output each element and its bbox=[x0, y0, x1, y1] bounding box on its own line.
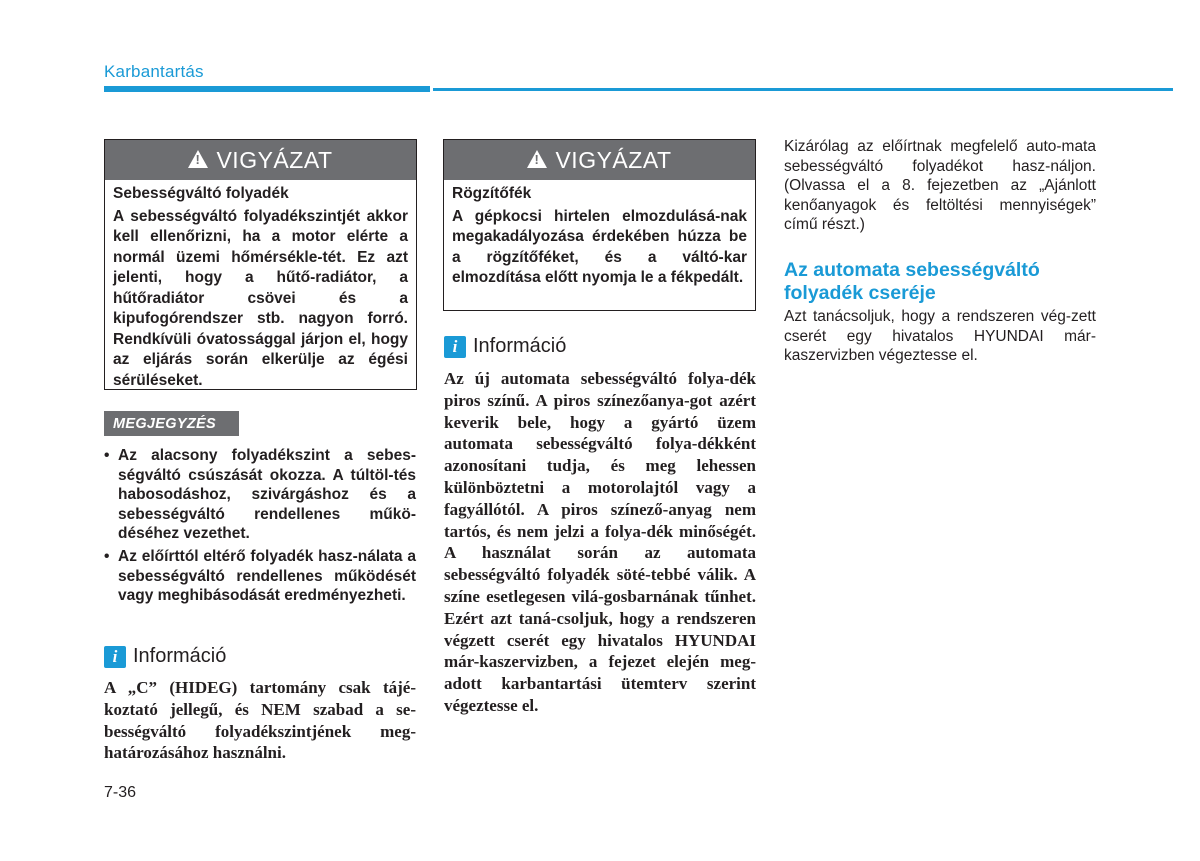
caution-subtitle: Sebességváltó folyadék bbox=[113, 185, 289, 202]
caution-heading: VIGYÁZAT bbox=[216, 146, 333, 173]
header-rule-right bbox=[433, 88, 1173, 91]
caution-box-transmission-fluid bbox=[104, 139, 417, 390]
info-heading-middle bbox=[444, 335, 566, 358]
caution-heading: VIGYÁZAT bbox=[555, 146, 672, 173]
info-icon: i bbox=[444, 336, 466, 358]
note-item: • Az előírttól eltérő folyadék hasz-nálata a sebességváltó rendellenes működését vagy meghibásodását eredményezheti. bbox=[104, 547, 416, 606]
caution-subtitle: Rögzítőfék bbox=[452, 185, 532, 202]
warning-triangle-icon bbox=[188, 150, 208, 168]
right-intro-text: Kizárólag az előírtnak megfelelő auto-mata sebességváltó folyadékot hasz-náljon. (Olvassa el a 8. fejezetben az „Ajánlott kenőanyagok és feltöltési mennyiségek” című részt.) bbox=[784, 138, 1096, 234]
info-label: Információ bbox=[133, 645, 227, 667]
caution-header bbox=[444, 140, 755, 180]
page-number: 7-36 bbox=[104, 784, 137, 801]
section-title: Karbantartás bbox=[104, 62, 204, 81]
right-section-heading: Az automata sebességváltó folyadék cseréje bbox=[784, 259, 1040, 304]
note-item: • Az alacsony folyadékszint a sebes-ségváltó csúszását okozza. A túltöl-tés habosodáshoz, szivárgáshoz és a sebességváltó rendellenes műkö-déséhez vezethet. bbox=[104, 446, 416, 544]
header-rule-left bbox=[104, 86, 430, 92]
caution-header bbox=[105, 140, 416, 180]
info-icon: i bbox=[104, 646, 126, 668]
info-text-left: A „C” (HIDEG) tartomány csak tájé-koztató jellegű, és NEM szabad a se-bességváltó folyadékszintjének meg-határozásához használni. bbox=[104, 678, 416, 763]
right-body-text: Azt tanácsoljuk, hogy a rendszeren vég-zett cserét egy hivatalos HYUNDAI már-kaszervizben végeztesse el. bbox=[784, 308, 1096, 365]
warning-triangle-icon bbox=[527, 150, 547, 168]
info-heading-left bbox=[104, 645, 226, 668]
info-text-middle: Az új automata sebességváltó folya-dék piros színű. A piros színezőanya-got azért keverik bele, hogy a gyártó üzem automata sebességváltó folya-dékként azonosítani tudja, és meg lehessen különböztetni a motorolajtól vagy a fagyállótól. A piros színező-anyag nem tartós, és nem jelzi a folya-dék minőségét. A használat során az automata sebességváltó folyadék söté-tebbé válik. A színe esetlegesen vilá-gosbarnának tűnhet. Ezért azt taná-csoljuk, hogy a rendszeren végzett cserét egy hivatalos HYUNDAI már-kaszervizben, a fejezet elején meg-adott karbantartási ütemterv szerint végeztesse el. bbox=[444, 369, 756, 715]
caution-text: A sebességváltó folyadékszintjét akkor kell ellenőrizni, ha a motor elérte a normál üzemi hőmérsékle-tét. Ez azt jelenti, hogy a hűtő-radiátor, a hűtőradiátor csövei és a kipufogórendszer stb. nagyon forró. Rendkívüli óvatossággal járjon el, hogy az eljárás során elkerülje az égési sérüléseket. bbox=[113, 207, 408, 389]
caution-box-parking-brake bbox=[443, 139, 756, 311]
info-label: Információ bbox=[473, 335, 567, 357]
note-list bbox=[104, 446, 416, 606]
note-badge: MEGJEGYZÉS bbox=[104, 411, 239, 436]
caution-text: A gépkocsi hirtelen elmozdulásá-nak megakadályozása érdekében húzza be a rögzítőféket, és a váltó-kar elmozdítása előtt nyomja le a fékpedált. bbox=[452, 207, 747, 286]
